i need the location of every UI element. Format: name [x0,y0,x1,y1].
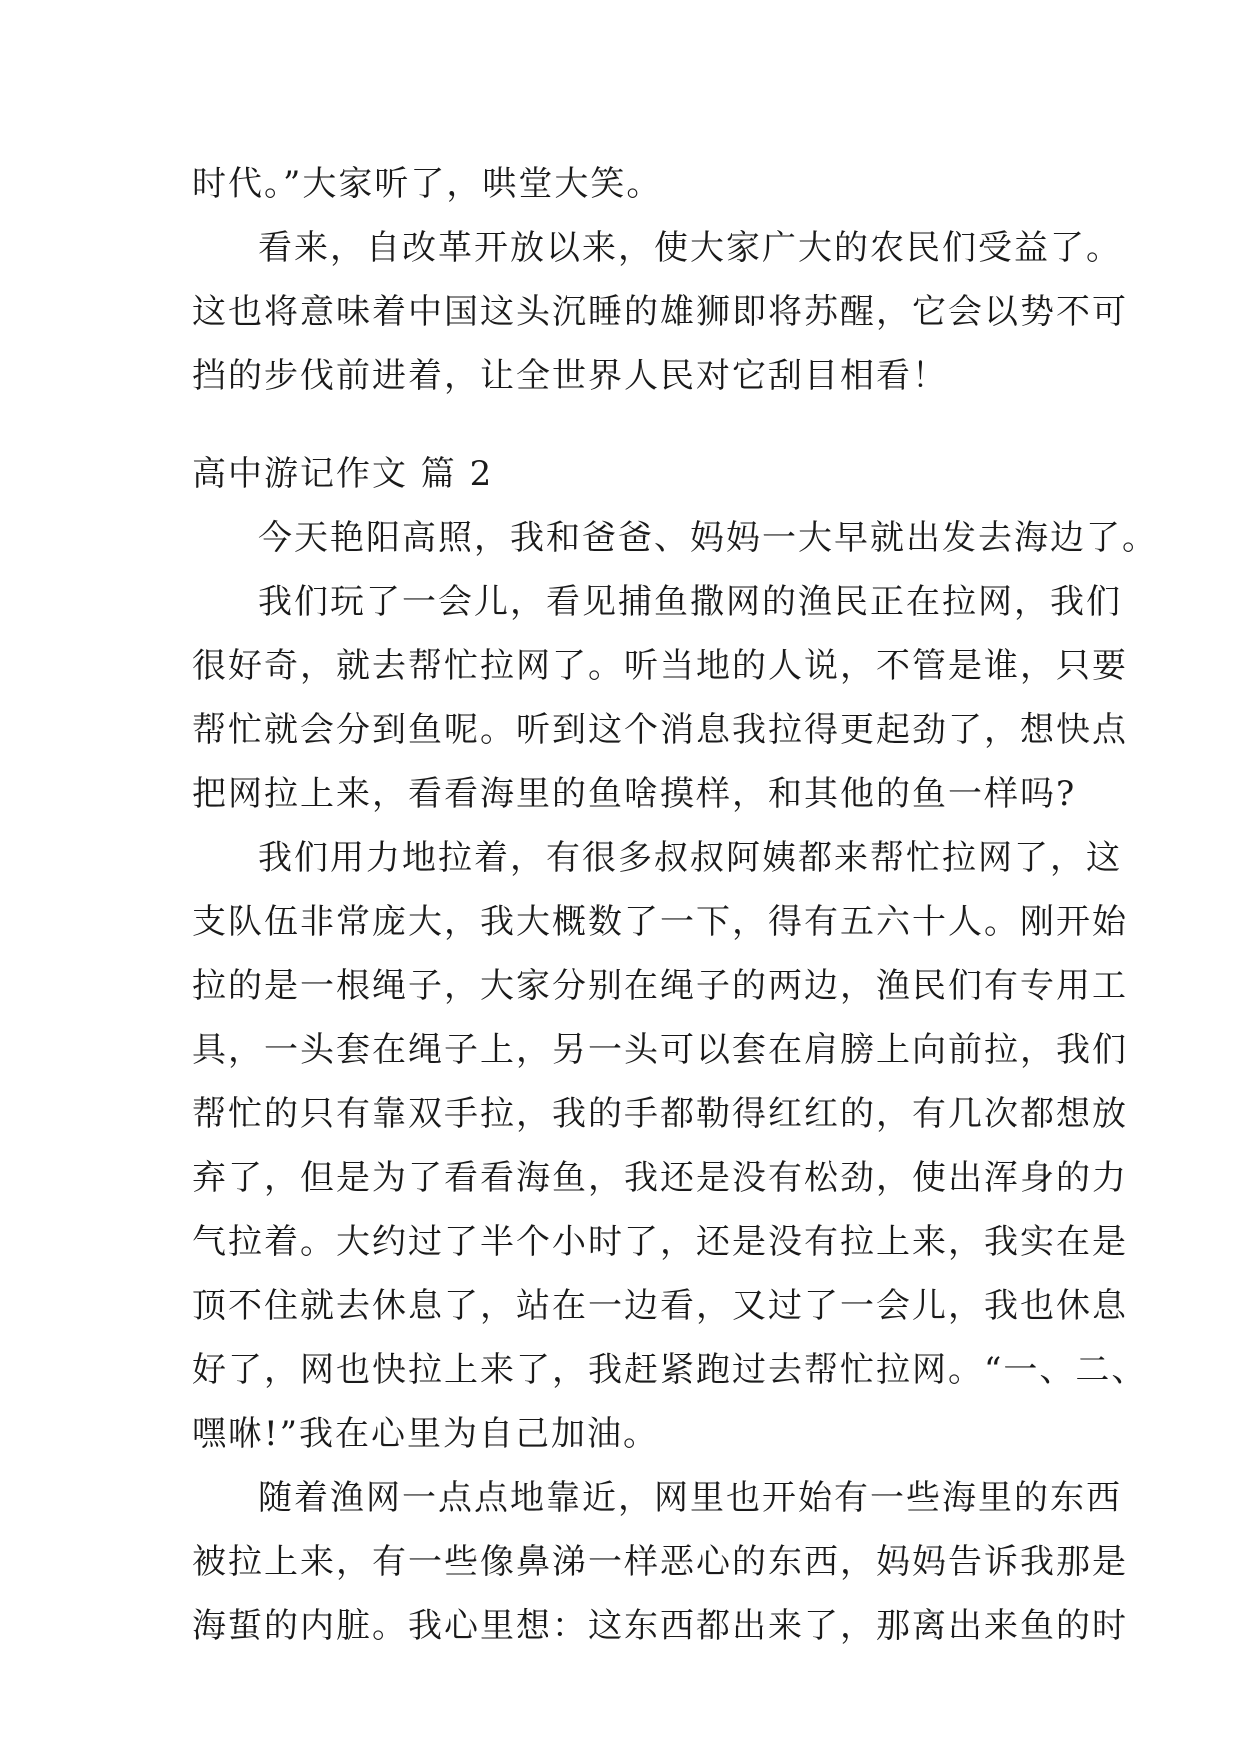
text-line: 把网拉上来，看看海里的鱼啥摸样，和其他的鱼一样吗? [192,774,1077,814]
text-line: 这也将意味着中国这头沉睡的雄狮即将苏醒，它会以势不可 [192,292,1128,332]
text-line: 我们玩了一会儿，看见捕鱼撒网的渔民正在拉网，我们 [258,582,1122,622]
text-line: 今天艳阳高照，我和爸爸、妈妈一大早就出发去海边了。 [258,518,1158,558]
text-line: 看来，自改革开放以来，使大家广大的农民们受益了。 [258,228,1122,268]
text-line: 气拉着。大约过了半个小时了，还是没有拉上来，我实在是 [192,1222,1128,1262]
text-line: 具，一头套在绳子上，另一头可以套在肩膀上向前拉，我们 [192,1030,1128,1070]
section-heading: 高中游记作文 篇 2 [192,454,494,494]
text-line: 拉的是一根绳子，大家分别在绳子的两边，渔民们有专用工 [192,966,1128,1006]
text-line: 支队伍非常庞大，我大概数了一下，得有五六十人。刚开始 [192,902,1128,942]
text-line: 帮忙的只有靠双手拉，我的手都勒得红红的，有几次都想放 [192,1094,1128,1134]
text-line: 很好奇，就去帮忙拉网了。听当地的人说，不管是谁，只要 [192,646,1128,686]
text-line: 被拉上来，有一些像鼻涕一样恶心的东西，妈妈告诉我那是 [192,1542,1128,1582]
text-line: 挡的步伐前进着，让全世界人民对它刮目相看！ [192,356,948,396]
text-line: 嘿咻!”我在心里为自己加油。 [192,1414,660,1454]
text-line: 时代。”大家听了，哄堂大笑。 [192,164,663,204]
text-line: 帮忙就会分到鱼呢。听到这个消息我拉得更起劲了，想快点 [192,710,1128,750]
text-line: 好了，网也快拉上来了，我赶紧跑过去帮忙拉网。“一、二、 [192,1350,1148,1390]
text-line: 我们用力地拉着，有很多叔叔阿姨都来帮忙拉网了，这 [258,838,1122,878]
text-line: 随着渔网一点点地靠近，网里也开始有一些海里的东西 [258,1478,1122,1518]
text-line: 顶不住就去休息了，站在一边看，又过了一会儿，我也休息 [192,1286,1128,1326]
text-line: 弃了，但是为了看看海鱼，我还是没有松劲，使出浑身的力 [192,1158,1128,1198]
text-line: 海蜇的内脏。我心里想：这东西都出来了，那离出来鱼的时 [192,1606,1128,1646]
